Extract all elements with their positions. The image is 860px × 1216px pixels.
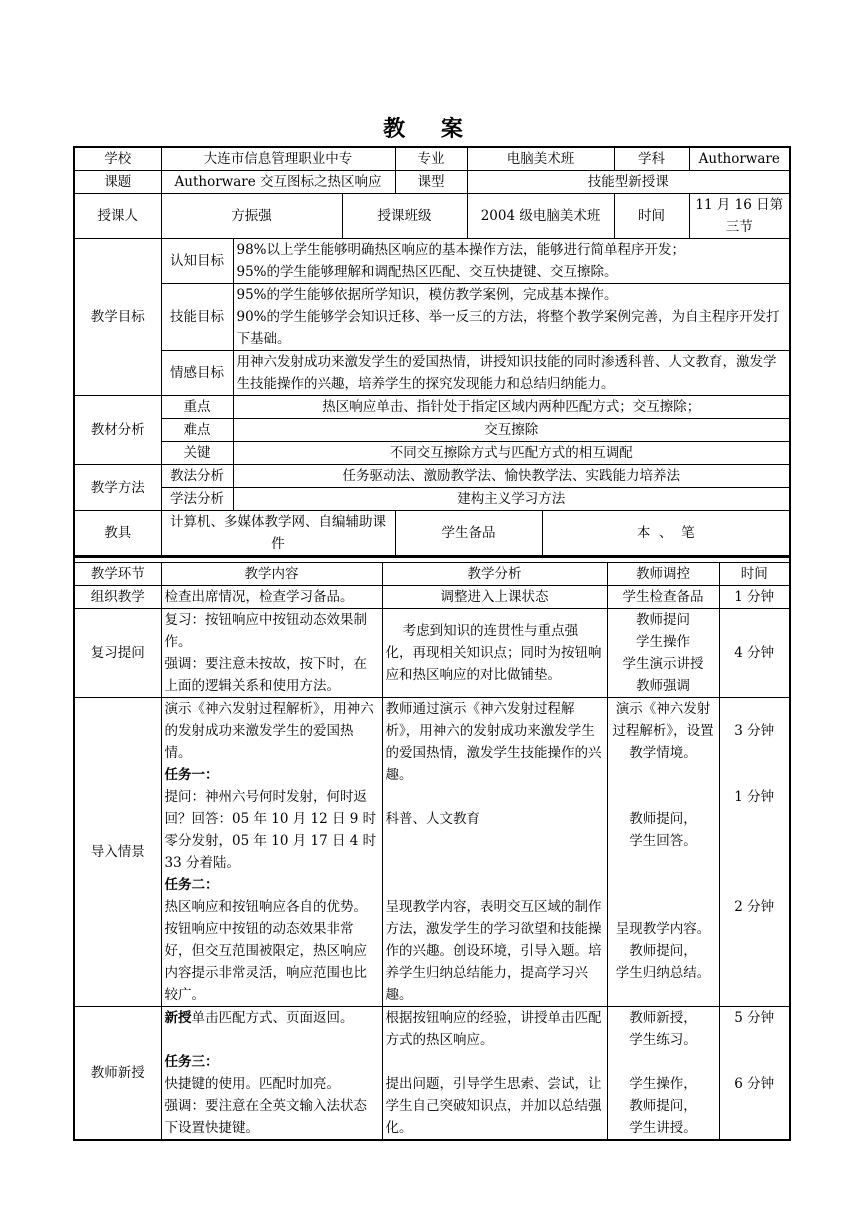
spacer bbox=[611, 852, 716, 874]
teach-method-label: 教法分析 bbox=[161, 465, 233, 488]
newteach-analysis-2: 提出问题，引导学生思索、尝试，让学生自己突破知识点，并加以总结强化。 bbox=[385, 1076, 602, 1136]
spacer bbox=[386, 874, 604, 896]
tools-label: 教具 bbox=[75, 511, 161, 556]
newteach-control-2b: 教师提问， bbox=[629, 1098, 697, 1114]
topic-label: 课题 bbox=[75, 171, 161, 194]
prep-label: 学生备品 bbox=[395, 511, 542, 556]
newteach-time-1: 5 分钟 bbox=[734, 1010, 775, 1026]
intro-control bbox=[607, 698, 719, 1007]
newteach-control-1b: 学生练习。 bbox=[629, 1032, 697, 1048]
cognitive-line-2: 95%的学生能够理解和调配热区匹配、交互快捷键、交互擦除。 bbox=[236, 264, 618, 280]
emotion-label: 情感目标 bbox=[161, 351, 233, 396]
review-stage: 复习提问 bbox=[75, 609, 161, 698]
crux-label: 关键 bbox=[161, 442, 233, 465]
intro-time-1: 3 分钟 bbox=[734, 723, 775, 739]
type-value: 技能型新授课 bbox=[467, 171, 789, 194]
spacer bbox=[611, 786, 716, 808]
page-title: 教 案 bbox=[383, 116, 477, 142]
intro-analysis bbox=[382, 698, 607, 1007]
review-control-2: 学生操作 bbox=[636, 634, 690, 650]
learn-method-content: 建构主义学习方法 bbox=[233, 488, 789, 511]
review-control-4: 教师强调 bbox=[636, 678, 690, 694]
intro-analysis-2: 科普、人文教育 bbox=[385, 811, 480, 827]
spacer bbox=[386, 786, 604, 808]
intro-control-2b: 学生回答。 bbox=[629, 833, 697, 849]
organize-stage: 组织教学 bbox=[75, 586, 161, 609]
class-label: 授课班级 bbox=[342, 194, 467, 239]
task2-text: 热区响应和按钮响应各自的优势。按钮响应中按钮的动态效果非常好，但交互范围被限定，热区响应内容提示非常灵活，响应范围也比较广。 bbox=[164, 899, 367, 1003]
time-label: 时间 bbox=[614, 194, 689, 239]
header-control: 教师调控 bbox=[607, 563, 719, 586]
major-value: 电脑美术班 bbox=[467, 148, 614, 171]
task2-title: 任务二： bbox=[164, 877, 219, 893]
process-table bbox=[75, 562, 789, 1140]
newteach-content bbox=[161, 1007, 382, 1140]
task1-text: 提问：神州六号何时发射，何时返回？回答：05 年 10 月 12 日 9 时零分发射，05 年 10 月 17 日 4 时 33 分着陆。 bbox=[164, 789, 377, 871]
spacer bbox=[723, 698, 787, 720]
spacer bbox=[723, 830, 787, 852]
spacer bbox=[386, 852, 604, 874]
table-row bbox=[75, 1007, 789, 1140]
header-analysis: 教学分析 bbox=[382, 563, 607, 586]
newteach-time bbox=[719, 1007, 789, 1140]
header-time: 时间 bbox=[719, 563, 789, 586]
teach-method-content: 任务驱动法、激励教学法、愉快教学法、实践能力培养法 bbox=[233, 465, 789, 488]
review-analysis: 考虑到知识的连贯性与重点强化，再现相关知识点；同时为按钮响应和热区响应的对比做铺垫。 bbox=[382, 609, 607, 698]
review-content-2: 强调：要注意未按故，按下时，在上面的逻辑关系和使用方法。 bbox=[164, 656, 367, 694]
intro-control-3a: 呈现教学内容。 bbox=[615, 921, 711, 937]
tools-content: 计算机、多媒体教学网、自编辅助课件 bbox=[161, 511, 395, 556]
intro-content bbox=[161, 698, 382, 1007]
type-label: 课型 bbox=[395, 171, 467, 194]
newteach-time-2: 6 分钟 bbox=[734, 1076, 775, 1092]
difficult-content: 交互擦除 bbox=[233, 419, 789, 442]
task3-line-1: 快捷键的使用。匹配时加亮。 bbox=[164, 1076, 340, 1092]
process-header-row bbox=[75, 563, 789, 586]
intro-control-1: 演示《神六发射过程解析》，设置教学情境。 bbox=[612, 701, 714, 761]
school-label: 学校 bbox=[75, 148, 161, 171]
emotion-content: 用神六发射成功来激发学生的爱国热情，讲授知识技能的同时渗透科普、人文教育，激发学生技能操作的兴趣，培养学生的探究发现能力和总结归纳能力。 bbox=[233, 351, 789, 396]
task1-title: 任务一： bbox=[164, 767, 219, 783]
difficult-label: 难点 bbox=[161, 419, 233, 442]
spacer bbox=[611, 896, 716, 918]
teacher-label: 授课人 bbox=[75, 194, 161, 239]
spacer bbox=[723, 764, 787, 786]
crux-content: 不同交互擦除方式与匹配方式的相互调配 bbox=[233, 442, 789, 465]
cognitive-line-1: 98%以上学生能够明确热区响应的基本操作方法，能够进行简单程序开发； bbox=[236, 242, 686, 258]
newteach-analysis bbox=[382, 1007, 607, 1140]
intro-control-3b: 教师提问， bbox=[629, 943, 697, 959]
intro-analysis-3: 呈现教学内容，表明交互区域的制作方法，激发学生的学习欲望和技能操作的兴趣。创设环境，引导入题。培养学生归纳总结能力，提高学习兴趣。 bbox=[385, 899, 602, 1003]
cognitive-label: 认知目标 bbox=[161, 239, 233, 284]
methods-label: 教学方法 bbox=[75, 465, 161, 511]
spacer bbox=[386, 830, 604, 852]
review-content-1: 复习：按钮响应中按钮动态效果制作。 bbox=[164, 612, 367, 650]
intro-control-3c: 学生归纳总结。 bbox=[615, 965, 711, 981]
class-value: 2004 级电脑美术班 bbox=[467, 194, 614, 239]
spacer bbox=[165, 1029, 379, 1051]
intro-time bbox=[719, 698, 789, 1007]
subject-label: 学科 bbox=[614, 148, 689, 171]
lesson-plan-table bbox=[73, 146, 791, 1141]
key-content: 热区响应单击、指针处于指定区域内两种匹配方式；交互擦除； bbox=[233, 396, 789, 419]
intro-stage: 导入情景 bbox=[75, 698, 161, 1007]
newteach-analysis-1: 根据按钮响应的经验，讲授单击匹配方式的热区响应。 bbox=[385, 1010, 602, 1048]
spacer bbox=[386, 1051, 604, 1073]
table-row bbox=[75, 698, 789, 1007]
skill-content bbox=[233, 284, 789, 351]
review-control-1: 教师提问 bbox=[636, 612, 690, 628]
teacher-value: 方振强 bbox=[161, 194, 342, 239]
intro-content-text: 演示《神六发射过程解析》，用神六的发射成功来激发学生的爱国热情。 bbox=[164, 701, 374, 761]
table-row bbox=[75, 609, 789, 698]
objectives-label: 教学目标 bbox=[75, 239, 161, 396]
newteach-control-2c: 学生讲授。 bbox=[629, 1120, 697, 1136]
newteach-text: 单击匹配方式、页面返回。 bbox=[191, 1010, 354, 1026]
newteach-stage: 教师新授 bbox=[75, 1007, 161, 1140]
spacer bbox=[611, 1051, 716, 1073]
cognitive-content bbox=[233, 239, 789, 284]
organize-control: 学生检查备品 bbox=[607, 586, 719, 609]
spacer bbox=[723, 874, 787, 896]
spacer bbox=[611, 874, 716, 896]
analysis-label: 教材分析 bbox=[75, 396, 161, 465]
header-content: 教学内容 bbox=[161, 563, 382, 586]
table-row bbox=[75, 586, 789, 609]
skill-line-1: 95%的学生能够依据所学知识，模仿教学案例，完成基本操作。 bbox=[236, 287, 618, 303]
review-content bbox=[161, 609, 382, 698]
intro-control-2a: 教师提问， bbox=[629, 811, 697, 827]
intro-time-2: 1 分钟 bbox=[734, 789, 775, 805]
spacer bbox=[723, 1029, 787, 1051]
review-time: 4 分钟 bbox=[719, 609, 789, 698]
newteach-control-1a: 教师新授， bbox=[629, 1010, 697, 1026]
time-value: 11 月 16 日第三节 bbox=[689, 194, 789, 239]
organize-content: 检查出席情况，检查学习备品。 bbox=[161, 586, 382, 609]
organize-analysis: 调整进入上课状态 bbox=[382, 586, 607, 609]
newteach-control bbox=[607, 1007, 719, 1140]
review-control bbox=[607, 609, 719, 698]
major-label: 专业 bbox=[395, 148, 467, 171]
skill-label: 技能目标 bbox=[161, 284, 233, 351]
school-value: 大连市信息管理职业中专 bbox=[161, 148, 395, 171]
prep-content: 本 、 笔 bbox=[542, 511, 789, 556]
task3-line-2: 强调：要注意在全英文输入法状态下设置快捷键。 bbox=[164, 1098, 367, 1136]
spacer bbox=[723, 852, 787, 874]
intro-time-3: 2 分钟 bbox=[734, 899, 775, 915]
newteach-control-2a: 学生操作， bbox=[629, 1076, 697, 1092]
organize-time: 1 分钟 bbox=[719, 586, 789, 609]
skill-line-2: 90%的学生能够学会知识迁移、举一反三的方法，将整个教学案例完善，为自主程序开发打下基础。 bbox=[236, 309, 780, 347]
header-stage: 教学环节 bbox=[75, 563, 161, 586]
header-table bbox=[75, 148, 789, 556]
spacer bbox=[611, 764, 716, 786]
review-control-3: 学生演示讲授 bbox=[622, 656, 704, 672]
key-label: 重点 bbox=[161, 396, 233, 419]
spacer bbox=[723, 1051, 787, 1073]
spacer bbox=[723, 742, 787, 764]
topic-value: Authorware 交互图标之热区响应 bbox=[161, 171, 395, 194]
task3-title: 任务三： bbox=[164, 1054, 219, 1070]
learn-method-label: 学法分析 bbox=[161, 488, 233, 511]
newteach-bold: 新授 bbox=[164, 1010, 192, 1026]
spacer bbox=[723, 808, 787, 830]
subject-value: Authorware bbox=[689, 148, 789, 171]
intro-analysis-1: 教师通过演示《神六发射过程解析》，用神六的发射成功来激发学生的爱国热情，激发学生技能操作的兴趣。 bbox=[385, 701, 602, 783]
